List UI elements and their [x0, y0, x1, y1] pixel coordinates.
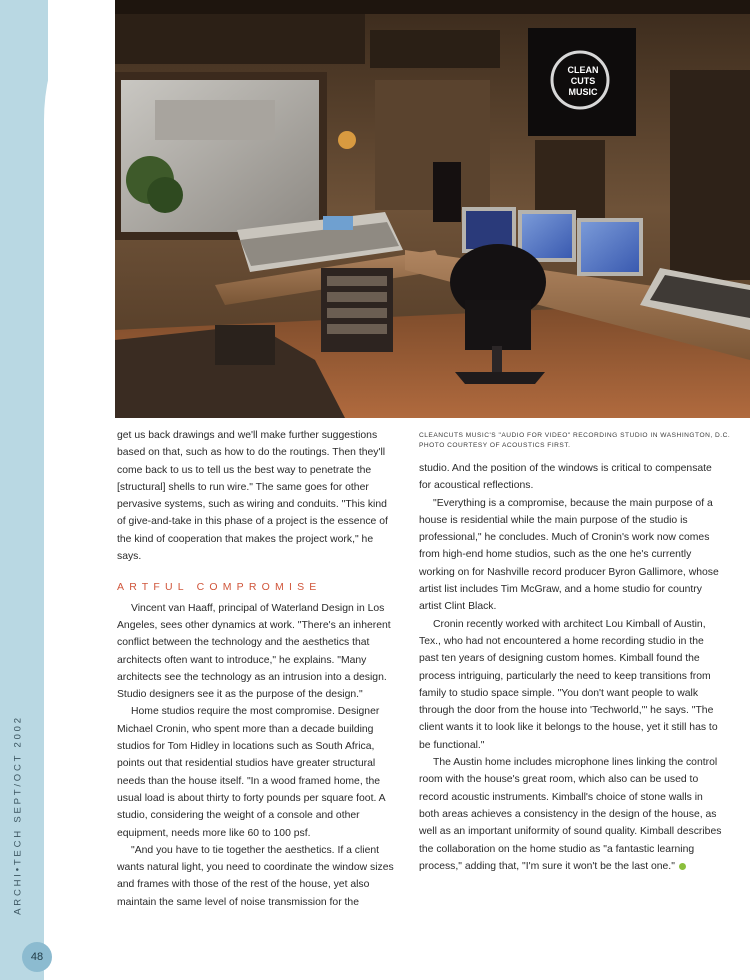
caption-line-1: CLEANCUTS MUSIC'S "AUDIO FOR VIDEO" RECORDING STUDIO IN WASHINGTON, D.C.: [419, 432, 731, 439]
paragraph-last: [419, 754, 725, 875]
photo-caption: [419, 431, 739, 451]
paragraph: "Everything is a compromise, because the main purpose of a house is residential while the main purpose of the studio is professional," he concludes. Much of Cronin's work now comes from high-end home studios, such as the one he's currently working on for Nashville record producer Byron Gallimore, whose artist list includes Tim McGraw, and a home studio for country artist Clint Black.: [419, 497, 719, 613]
page-number-badge: [22, 942, 52, 972]
logo-line-3: MUSIC: [568, 87, 598, 97]
running-footer: [8, 690, 28, 940]
body-column-left: [117, 427, 395, 911]
logo-line-1: CLEAN: [567, 65, 599, 75]
page-curve: [44, 0, 124, 980]
paragraph: get us back drawings and we'll make further suggestions based on that, such as how to do the routings. Then they'll come back to us to tell us the best way to penetrate the [structural] shells to run wire." The same goes for other pervasive systems, such as wiring and conduits. "This kind of give-and-take in this phase of a project is the essence of the kind of cooperation that makes the project work," he says.: [117, 430, 388, 563]
page-number: 48: [30, 951, 44, 963]
logo-line-2: CUTS: [570, 76, 596, 86]
caption-line-2: PHOTO COURTESY OF ACOUSTICS FIRST.: [419, 442, 571, 449]
section-heading: ARTFUL COMPROMISE: [117, 581, 322, 594]
body-column-right: [419, 460, 725, 875]
paragraph: Cronin recently worked with architect Lou Kimball of Austin, Tex., who had not encountered a home recording studio in the past ten years of designing custom homes. Kimball found the process intriguing, particularly the need to keep transitions from family to studio space simple. "You don't want people to walk through the door from the house into 'Techworld,'" he says. "The client wants it to look like it belongs to the house, yet it still has to be functional.": [419, 618, 718, 751]
end-mark-icon: [679, 863, 686, 870]
running-footer-text: ARCHI•TECH SEPT/OCT 2002: [12, 715, 24, 915]
paragraph-text: The Austin home includes microphone lines linking the control room with the house's great room, which also can be used to record acoustic instruments. Kimball's choice of stone walls in both areas achieves a consistency in the design of the house, as well as an important uniformity of sound quality. Kimball describes the collaboration on the home studio as "a fantastic learning process," adding that, "I'm sure it won't be the last one.": [419, 757, 722, 872]
paragraph: Vincent van Haaff, principal of Waterland Design in Los Angeles, sees other dynamics at work. "There's an inherent conflict between the technology and the aesthetics that architects often want to introduce," he explains. "Many architects see the technology as an intrusion into a design. Studio designers see it as the purpose of the design.": [117, 602, 391, 701]
studio-photo: [115, 0, 750, 418]
paragraph: Home studios require the most compromise. Designer Michael Cronin, who spent more than a decade building studios for Tom Hidley in locations such as South Africa, points out that residential studios have greater structural needs than the house itself. "In a wood framed home, the usual load is about thirty to forty pounds per square foot. A studio, considering the weight of a console and other equipment, needs more like 60 to 100 psf.: [117, 706, 386, 839]
paragraph: "And you have to tie together the aesthetics. If a client wants natural light, you need to coordinate the window sizes and frames with those of the rest of the house, yet also maintain the same level of noise transmission for the: [117, 844, 394, 908]
paragraph: studio. And the position of the windows is critical to compensate for acoustical reflections.: [419, 463, 712, 492]
